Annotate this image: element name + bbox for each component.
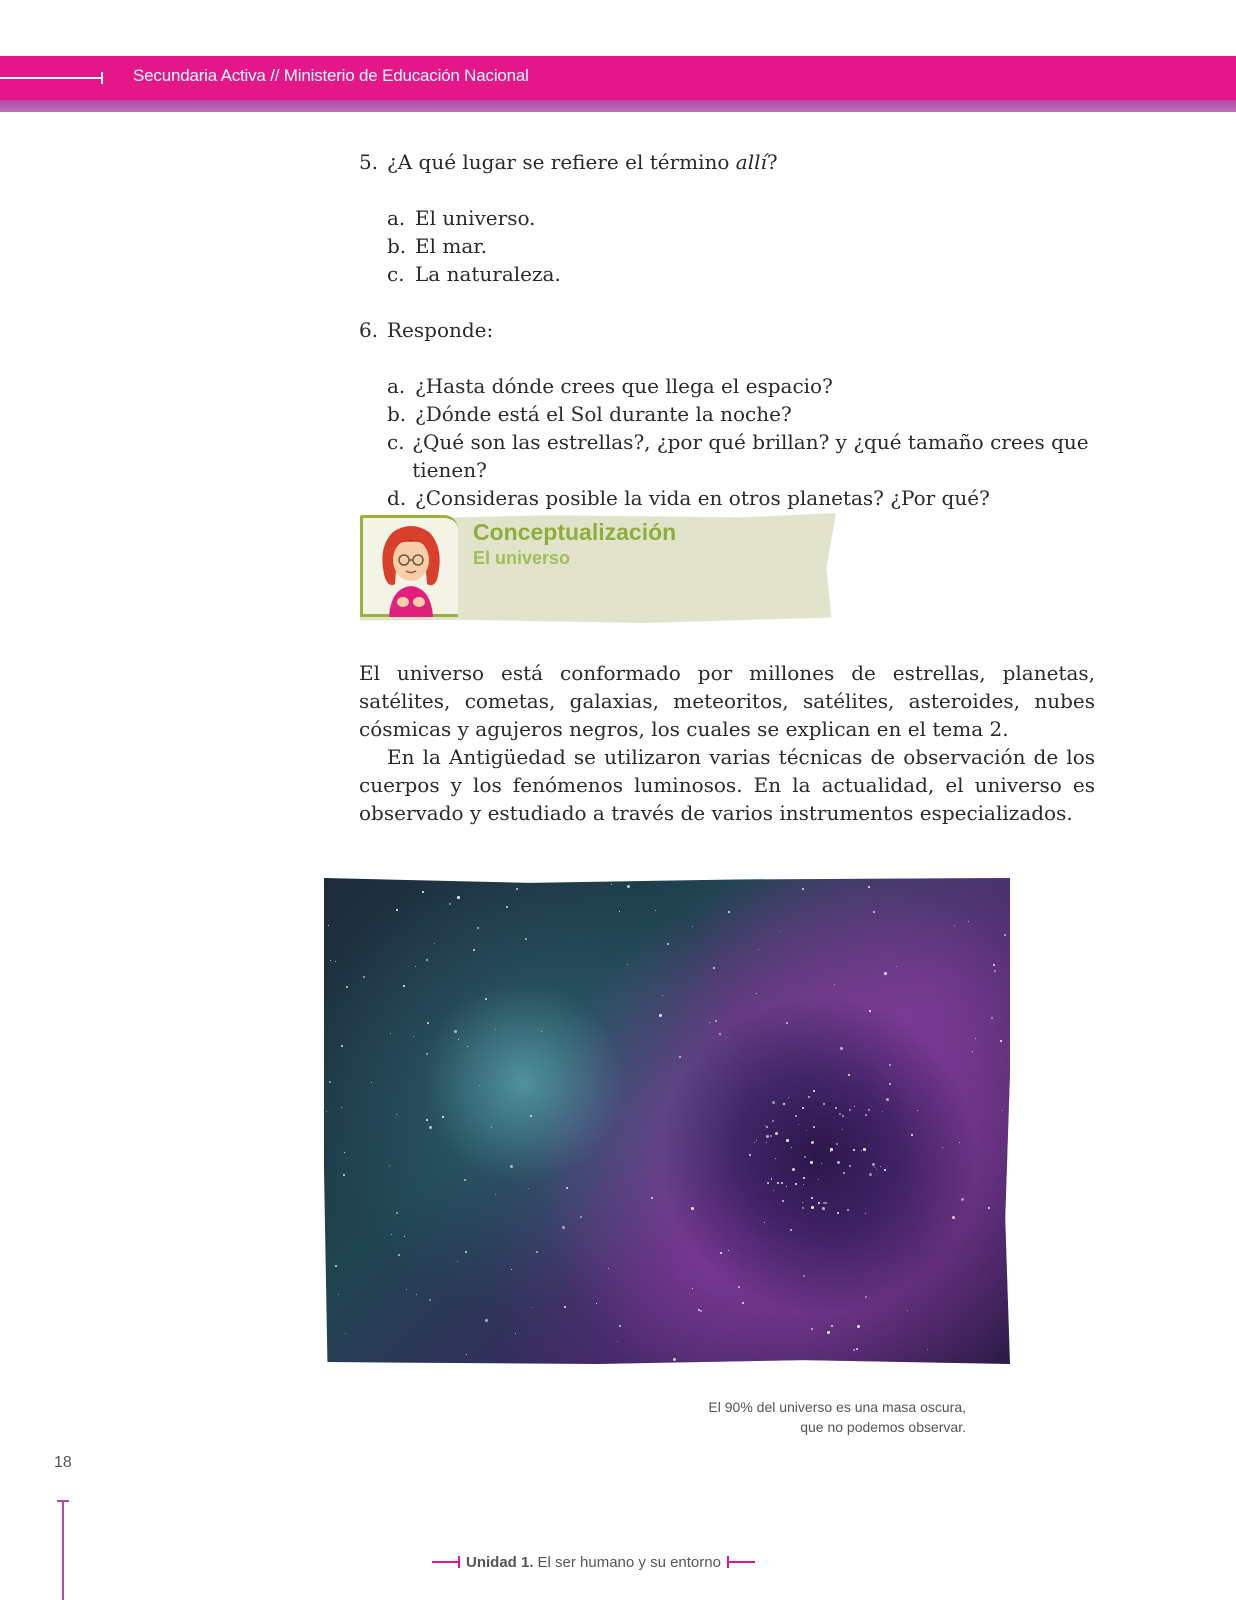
question-number: 6. <box>359 318 379 342</box>
star-dot <box>806 1130 807 1131</box>
question-5 <box>359 148 1095 288</box>
star-dot <box>868 1109 870 1111</box>
star-dot <box>343 1174 345 1176</box>
star-dot <box>398 1254 400 1256</box>
star-dot <box>390 1033 391 1034</box>
question-number: 5. <box>359 150 379 174</box>
star-dot <box>942 1147 943 1148</box>
star-dot <box>790 1229 792 1231</box>
star-dot <box>854 1106 855 1107</box>
star-dot <box>466 1354 467 1355</box>
star-dot <box>804 1156 806 1158</box>
star-dot <box>869 1173 872 1176</box>
star-dot <box>655 910 656 911</box>
concept-subtitle: El universo <box>473 548 571 568</box>
list-item: a. El universo. <box>387 206 536 230</box>
star-dot <box>771 1179 772 1180</box>
star-dot <box>770 1135 772 1137</box>
star-dot <box>792 1168 795 1171</box>
star-dot <box>530 1115 532 1117</box>
caption-line-1: El 90% del universo es una masa oscura, <box>708 1399 966 1415</box>
star-dot <box>823 1103 825 1105</box>
star-dot <box>884 1169 886 1171</box>
star-dot <box>802 1202 803 1203</box>
avatar <box>360 515 458 617</box>
star-dot <box>835 1107 837 1109</box>
star-dot <box>813 1090 815 1092</box>
star-dot <box>843 1172 845 1174</box>
star-dot <box>783 1103 785 1105</box>
star-dot <box>516 888 518 890</box>
star-dot <box>993 964 995 966</box>
star-dot <box>564 1306 566 1308</box>
star-dot <box>876 1169 877 1170</box>
star-dot <box>528 1188 529 1189</box>
star-dot <box>959 1142 960 1143</box>
star-dot <box>566 1187 568 1189</box>
star-dot <box>345 1333 346 1334</box>
star-dot <box>416 1294 417 1295</box>
list-item: c. ¿Qué son las estrellas?, ¿por qué brillan? y ¿qué tamaño crees que tienen? <box>387 430 1089 482</box>
header-rule <box>0 77 102 79</box>
star-dot <box>795 1183 797 1185</box>
star-dot <box>889 1083 891 1085</box>
star-dot <box>882 1111 883 1112</box>
star-dot <box>802 1107 804 1109</box>
star-dot <box>532 1307 533 1308</box>
star-dot <box>872 1163 875 1166</box>
star-dot <box>975 1038 976 1039</box>
header-rule-tick <box>101 72 103 84</box>
star-dot <box>396 1114 397 1115</box>
question-text: Responde: <box>387 318 494 342</box>
star-dot <box>396 909 398 911</box>
body-text <box>359 659 1095 827</box>
star-dot <box>780 931 781 932</box>
star-dot <box>454 1030 457 1033</box>
star-dot <box>363 976 365 978</box>
image-caption <box>620 1397 966 1437</box>
star-dot <box>775 1158 776 1159</box>
question-5-options <box>387 204 1095 288</box>
star-dot <box>338 1294 339 1295</box>
question-text: ¿A qué lugar se refiere el término allí? <box>387 150 778 174</box>
star-dot <box>853 1349 855 1351</box>
star-dot <box>917 1110 918 1111</box>
concept-box <box>360 513 836 623</box>
star-dot <box>1002 1110 1003 1111</box>
girl-character-icon <box>363 518 458 617</box>
star-dot <box>335 1265 337 1267</box>
star-dot <box>972 1051 973 1052</box>
star-dot <box>426 1053 428 1055</box>
footer-bar-left <box>432 1561 460 1563</box>
star-dot <box>754 1142 755 1143</box>
star-dot <box>813 1126 815 1128</box>
star-dot <box>720 1252 722 1254</box>
star-dot <box>811 1206 814 1209</box>
star-dot <box>619 1325 621 1327</box>
star-dot <box>847 1209 849 1211</box>
question-term: allí <box>735 150 767 174</box>
star-dot <box>473 949 475 951</box>
star-dot <box>810 1161 813 1164</box>
star-dot <box>857 1325 860 1328</box>
list-item: b. El mar. <box>387 234 487 258</box>
star-dot <box>808 1096 810 1098</box>
star-dot <box>422 891 424 893</box>
star-dot <box>927 1349 928 1350</box>
star-dot <box>849 1165 851 1167</box>
star-dot <box>889 1064 891 1066</box>
star-dot <box>506 906 508 908</box>
star-dot <box>848 1074 850 1076</box>
star-dot <box>842 1115 844 1117</box>
star-dot <box>511 1269 512 1270</box>
star-dot <box>389 1165 390 1166</box>
star-dot <box>837 1212 839 1214</box>
star-dot <box>536 1251 538 1253</box>
star-dot <box>627 885 630 888</box>
star-dot <box>811 1141 814 1144</box>
star-dot <box>580 1216 582 1218</box>
star-dot <box>825 1202 827 1204</box>
star-dot <box>341 1045 343 1047</box>
star-dot <box>907 1310 908 1311</box>
star-dot <box>772 1120 774 1122</box>
footer-unit-title: El ser humano y su entorno <box>537 1553 721 1571</box>
star-dot <box>884 972 887 975</box>
list-item: a. ¿Hasta dónde crees que llega el espacio? <box>387 374 833 398</box>
star-dot <box>608 1268 609 1269</box>
left-margin-rule-tick <box>57 1500 69 1502</box>
star-dot <box>434 943 435 944</box>
star-dot <box>449 903 451 905</box>
caption-line-2: que no podemos observar. <box>800 1419 966 1435</box>
star-dot <box>836 1143 838 1145</box>
star-dot <box>840 1047 843 1050</box>
star-dot <box>896 966 897 967</box>
star-dot <box>822 1207 825 1210</box>
star-dot <box>346 986 348 988</box>
star-dot <box>791 1147 792 1148</box>
star-dot <box>329 1081 331 1083</box>
question-6 <box>359 316 1095 512</box>
list-item: c. La naturaleza. <box>387 262 561 286</box>
star-dot <box>954 925 955 926</box>
star-dot <box>839 1113 841 1115</box>
star-dot <box>495 1194 496 1195</box>
star-dot <box>692 926 693 927</box>
list-item: b. ¿Dónde está el Sol durante la noche? <box>387 402 792 426</box>
star-dot <box>775 1132 778 1135</box>
star-dot <box>842 1129 843 1130</box>
star-dot <box>961 1198 964 1201</box>
star-dot <box>673 1358 676 1361</box>
star-dot <box>429 1299 431 1301</box>
star-dot <box>541 1031 542 1032</box>
star-dot <box>403 985 405 987</box>
star-dot <box>396 1212 398 1214</box>
star-dot <box>781 1182 783 1184</box>
star-dot <box>821 1163 822 1164</box>
star-dot <box>1000 1040 1002 1042</box>
star-dot <box>865 1213 866 1214</box>
star-dot <box>525 938 527 940</box>
star-dot <box>467 1046 468 1047</box>
star-dot <box>756 993 757 994</box>
star-dot <box>786 1022 788 1024</box>
star-dot <box>827 1331 830 1334</box>
star-dot <box>837 1161 840 1164</box>
star-dot <box>477 927 479 929</box>
star-dot <box>865 1296 867 1298</box>
star-dot <box>371 1082 372 1083</box>
star-dot <box>719 1033 721 1035</box>
star-dot <box>679 1056 681 1058</box>
star-dot <box>651 1197 653 1199</box>
star-dot <box>856 1348 858 1350</box>
star-dot <box>457 896 460 899</box>
footer-unit: Unidad 1. <box>466 1553 534 1571</box>
star-dot <box>627 964 628 965</box>
star-dot <box>491 1127 492 1128</box>
star-dot <box>786 1186 787 1187</box>
star-dot <box>994 970 996 972</box>
star-dot <box>341 1107 342 1108</box>
star-dot <box>715 1020 717 1022</box>
star-dot <box>756 1140 757 1141</box>
star-dot <box>818 1179 819 1180</box>
star-dot <box>728 911 730 913</box>
star-dot <box>788 1097 789 1098</box>
star-dot <box>782 1200 784 1202</box>
star-dot <box>758 949 759 950</box>
star-dot <box>464 1179 466 1181</box>
star-dot <box>596 1303 597 1304</box>
star-dot <box>830 1151 831 1152</box>
star-dot <box>811 1197 813 1199</box>
star-dot <box>662 995 663 996</box>
question-6-options <box>387 372 1095 512</box>
star-dot <box>952 1216 955 1219</box>
star-dot <box>869 1010 871 1012</box>
star-dot <box>426 959 428 961</box>
star-dot <box>728 1250 729 1251</box>
star-dot <box>798 1124 799 1125</box>
star-dot <box>415 966 416 967</box>
star-dot <box>773 1190 774 1191</box>
star-dot <box>831 1325 833 1327</box>
star-dot <box>868 886 870 888</box>
header-title: Secundaria Activa // Ministerio de Educación Nacional <box>133 66 529 85</box>
star-dot <box>344 1152 345 1153</box>
footer-bar-right <box>727 1561 755 1563</box>
star-dot <box>764 1222 765 1223</box>
star-dot <box>391 1234 392 1235</box>
star-dot <box>515 1333 516 1334</box>
star-dot <box>406 1289 407 1290</box>
star-dot <box>713 967 715 969</box>
star-dot <box>692 1288 693 1289</box>
star-dot <box>328 925 329 926</box>
star-dot <box>767 1182 769 1184</box>
star-dot <box>700 1310 702 1312</box>
star-dot <box>1004 934 1006 936</box>
star-dot <box>617 1341 618 1342</box>
star-dot <box>853 1149 855 1151</box>
star-dot <box>510 1165 513 1168</box>
star-dot <box>786 1139 789 1142</box>
star-dot <box>562 1226 565 1229</box>
star-dot <box>766 1126 768 1128</box>
star-dot <box>803 1275 805 1277</box>
star-dot <box>442 1116 444 1118</box>
star-dot <box>772 1101 775 1104</box>
star-dot <box>326 1111 327 1112</box>
header-stripe <box>0 100 1236 112</box>
star-dot <box>873 911 875 913</box>
star-dot <box>404 1236 405 1237</box>
star-dot <box>991 1017 993 1019</box>
star-dot <box>429 1126 432 1129</box>
star-dot <box>865 1114 867 1116</box>
star-dot <box>795 1115 797 1117</box>
star-dot <box>457 1261 458 1262</box>
star-dot <box>988 1207 990 1209</box>
list-item: d. ¿Consideras posible la vida en otros planetas? ¿Por qué? <box>387 486 990 510</box>
star-dot <box>803 1184 804 1185</box>
footer <box>432 1550 772 1574</box>
star-dot <box>834 984 835 985</box>
star-dot <box>709 1022 710 1023</box>
star-dot <box>861 1150 862 1151</box>
star-dot <box>330 960 331 961</box>
star-dot <box>818 1202 820 1204</box>
star-dot <box>911 1134 913 1136</box>
star-dot <box>465 1251 467 1253</box>
star-dot <box>479 1085 480 1086</box>
star-dot <box>777 1182 779 1184</box>
universe-image <box>324 878 1010 1364</box>
star-dot <box>495 1029 496 1030</box>
star-dot <box>766 1142 767 1143</box>
star-dot <box>485 1319 488 1322</box>
paragraph-2: En la Antigüedad se utilizaron varias técnicas de observación de los cuerpos y los fenómenos luminosos. En la actualidad, el universo es observado y estudiado a través de varios instrumentos especializados. <box>359 745 1095 825</box>
star-dot <box>802 888 804 890</box>
star-dot <box>611 884 612 885</box>
left-margin-rule <box>62 1500 64 1600</box>
star-dot <box>485 998 487 1000</box>
star-dot <box>874 1167 875 1168</box>
star-dot <box>458 1039 459 1040</box>
star-dot <box>968 921 969 922</box>
star-dot <box>427 1022 429 1024</box>
star-dot <box>426 1119 428 1121</box>
star-dot <box>811 1328 813 1330</box>
star-dot <box>335 961 336 962</box>
star-dot <box>667 943 669 945</box>
star-dot <box>803 1177 805 1179</box>
star-dot <box>691 1207 694 1210</box>
concept-title: Conceptualización <box>473 519 677 545</box>
star-dot <box>886 1098 889 1101</box>
star-dot <box>802 1207 804 1209</box>
star-dot <box>742 1302 744 1304</box>
page-number: 18 <box>54 1454 72 1471</box>
star-dot <box>849 1109 851 1111</box>
paragraph-1: El universo está conformado por millones de estrellas, planetas, satélites, cometas, galaxias, meteoritos, satélites, asteroides, nubes cósmicas y agujeros negros, los cuales se explican en el tema 2. <box>359 661 1095 741</box>
star-dot <box>619 911 620 912</box>
star-dot <box>766 1135 769 1138</box>
star-dot <box>738 1286 740 1288</box>
star-dot <box>749 1154 751 1156</box>
star-dot <box>659 1014 662 1017</box>
star-dot <box>771 1178 772 1179</box>
star-dot <box>413 1036 414 1037</box>
star-dot <box>880 1166 881 1167</box>
